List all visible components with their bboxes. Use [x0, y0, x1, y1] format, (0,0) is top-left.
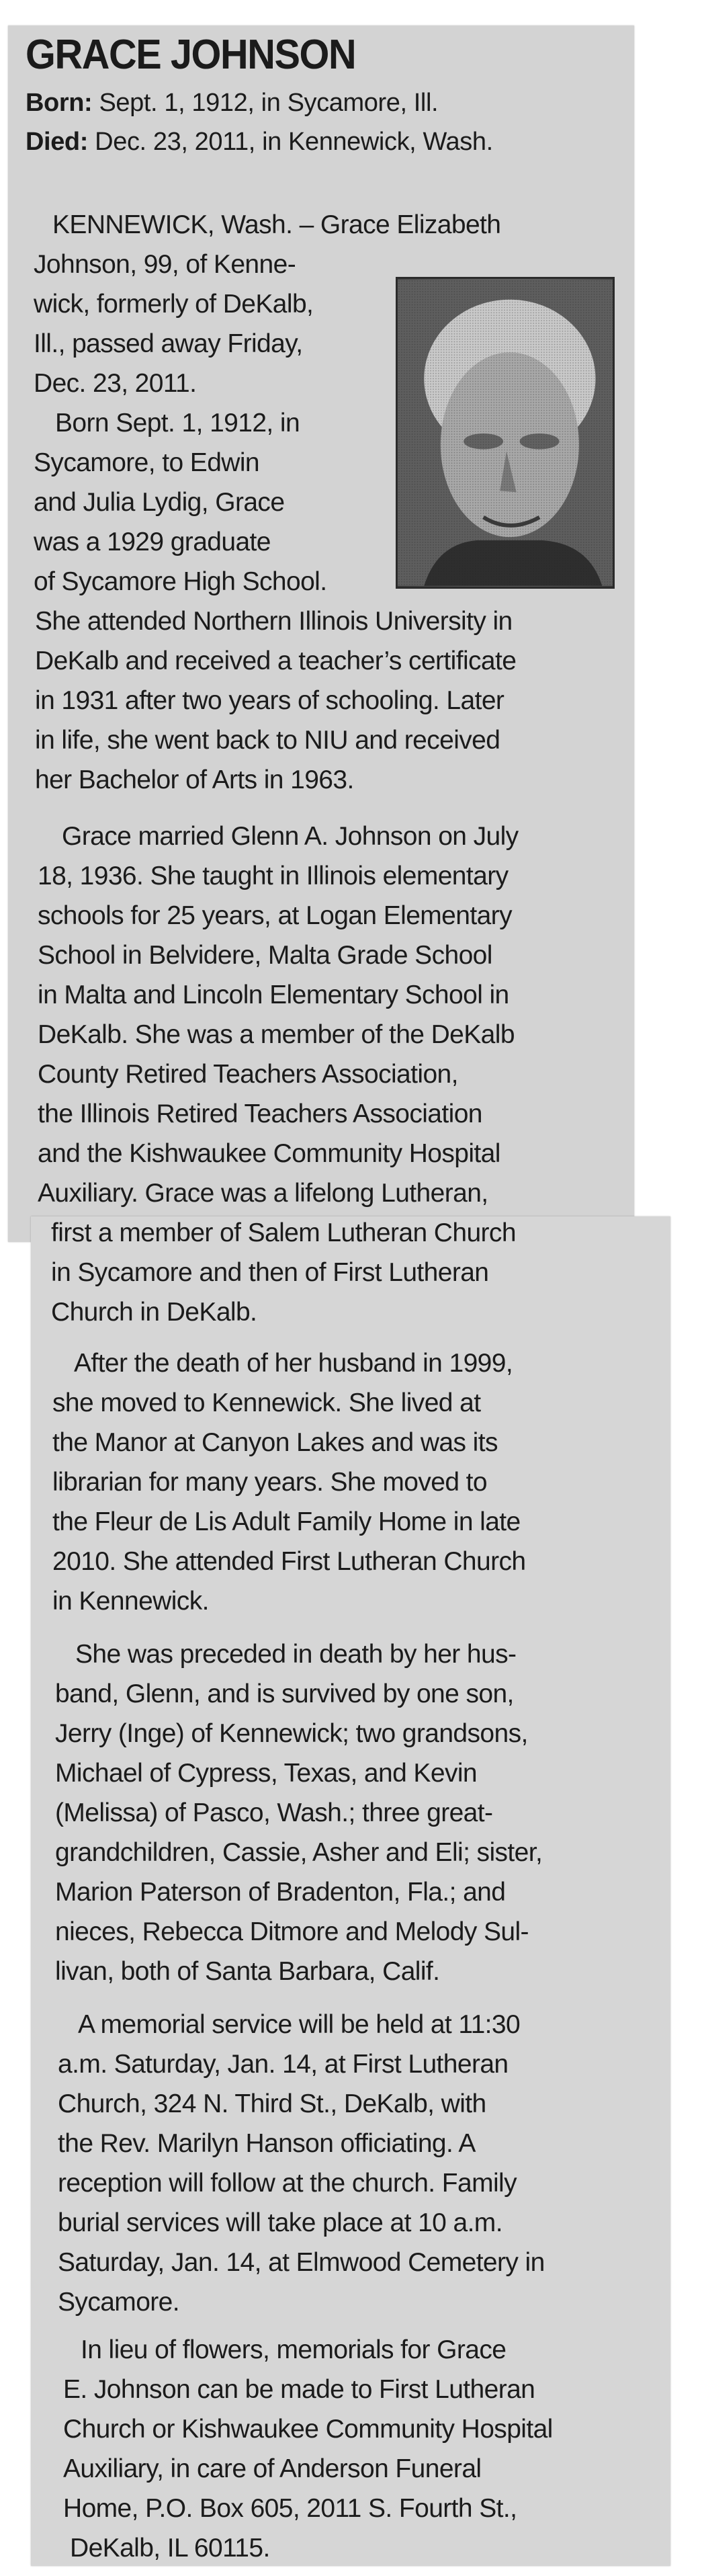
- body-line: E. Johnson can be made to First Lutheran: [63, 2375, 535, 2404]
- body-line: Marion Paterson of Bradenton, Fla.; and: [55, 1878, 506, 1907]
- body-line: Church in DeKalb.: [51, 1298, 257, 1327]
- body-line: KENNEWICK, Wash. – Grace Elizabeth: [52, 210, 501, 239]
- body-line: reception will follow at the church. Family: [58, 2169, 517, 2198]
- body-line: Dec. 23, 2011.: [34, 369, 197, 398]
- body-line: (Melissa) of Pasco, Wash.; three great-: [55, 1798, 493, 1827]
- body-line: She was preceded in death by her hus-: [75, 1640, 517, 1669]
- body-line: band, Glenn, and is survived by one son,: [55, 1679, 514, 1708]
- died-value: Dec. 23, 2011, in Kennewick, Wash.: [88, 128, 493, 156]
- body-line: Sycamore.: [58, 2288, 179, 2317]
- obituary-name: GRACE JOHNSON: [26, 32, 356, 78]
- body-line: in 1931 after two years of schooling. Later: [35, 686, 504, 715]
- body-line: a.m. Saturday, Jan. 14, at First Lutheran: [58, 2050, 509, 2079]
- body-line: first a member of Salem Lutheran Church: [51, 1218, 516, 1247]
- body-line: grandchildren, Cassie, Asher and Eli; sister,: [55, 1838, 543, 1867]
- born-label: Born:: [26, 89, 93, 117]
- born-line: [26, 83, 493, 122]
- portrait-photo: [396, 277, 615, 589]
- body-line: wick, formerly of DeKalb,: [34, 290, 314, 319]
- body-line: Johnson, 99, of Kenne-: [34, 250, 296, 279]
- body-line: and the Kishwaukee Community Hospital: [38, 1139, 500, 1168]
- body-line: Auxiliary. Grace was a lifelong Lutheran,: [38, 1179, 488, 1208]
- body-line: her Bachelor of Arts in 1963.: [35, 765, 354, 794]
- body-line: librarian for many years. She moved to: [52, 1468, 487, 1497]
- body-line: in Sycamore and then of First Lutheran: [51, 1258, 489, 1287]
- body-line: Jerry (Inge) of Kennewick; two grandsons,: [55, 1719, 528, 1748]
- body-line: 18, 1936. She taught in Illinois elementary: [38, 862, 509, 890]
- died-line: [26, 122, 493, 161]
- body-line: DeKalb and received a teacher’s certificate: [35, 647, 517, 675]
- body-line: schools for 25 years, at Logan Elementary: [38, 901, 512, 930]
- body-line: and Julia Lydig, Grace: [34, 488, 285, 517]
- died-label: Died:: [26, 128, 89, 156]
- body-line: in Kennewick.: [52, 1587, 209, 1616]
- body-line: the Rev. Marilyn Hanson officiating. A: [58, 2129, 476, 2158]
- body-line: DeKalb. She was a member of the DeKalb: [38, 1020, 515, 1049]
- body-line: A memorial service will be held at 11:30: [78, 2010, 521, 2039]
- body-line: Church, 324 N. Third St., DeKalb, with: [58, 2089, 486, 2118]
- body-line: nieces, Rebecca Ditmore and Melody Sul-: [55, 1917, 529, 1946]
- body-line: was a 1929 graduate: [34, 528, 271, 556]
- body-line: livan, both of Santa Barbara, Calif.: [55, 1957, 440, 1986]
- body-line: Grace married Glenn A. Johnson on July: [62, 822, 519, 851]
- body-line: Saturday, Jan. 14, at Elmwood Cemetery in: [58, 2248, 545, 2277]
- born-value: Sept. 1, 1912, in Sycamore, Ill.: [92, 89, 439, 117]
- body-line: County Retired Teachers Association,: [38, 1060, 458, 1089]
- body-line: she moved to Kennewick. She lived at: [52, 1388, 481, 1417]
- body-line: After the death of her husband in 1999,: [74, 1349, 513, 1378]
- body-line: in life, she went back to NIU and received: [35, 726, 500, 755]
- body-line: the Manor at Canyon Lakes and was its: [52, 1428, 498, 1457]
- body-line: Auxiliary, in care of Anderson Funeral: [63, 2454, 482, 2483]
- body-line: Home, P.O. Box 605, 2011 S. Fourth St.,: [63, 2494, 517, 2523]
- body-line: the Illinois Retired Teachers Association: [38, 1099, 482, 1128]
- body-line: 2010. She attended First Lutheran Church: [52, 1547, 526, 1576]
- body-line: Ill., passed away Friday,: [34, 329, 303, 358]
- body-line: In lieu of flowers, memorials for Grace: [81, 2335, 507, 2364]
- body-line: She attended Northern Illinois University in: [35, 607, 513, 636]
- body-line: the Fleur de Lis Adult Family Home in late: [52, 1507, 521, 1536]
- body-line: of Sycamore High School.: [34, 567, 327, 596]
- body-line: in Malta and Lincoln Elementary School in: [38, 981, 509, 1009]
- body-line: School in Belvidere, Malta Grade School: [38, 941, 492, 970]
- body-line: burial services will take place at 10 a.m.: [58, 2208, 502, 2237]
- body-line: Michael of Cypress, Texas, and Kevin: [55, 1759, 477, 1788]
- portrait-illustration: [398, 279, 613, 587]
- obituary-dates: [26, 83, 493, 161]
- body-line: Born Sept. 1, 1912, in: [55, 409, 300, 438]
- body-line: Sycamore, to Edwin: [34, 448, 260, 477]
- body-line: DeKalb, IL 60115.: [70, 2534, 270, 2563]
- body-line: Church or Kishwaukee Community Hospital: [63, 2415, 553, 2444]
